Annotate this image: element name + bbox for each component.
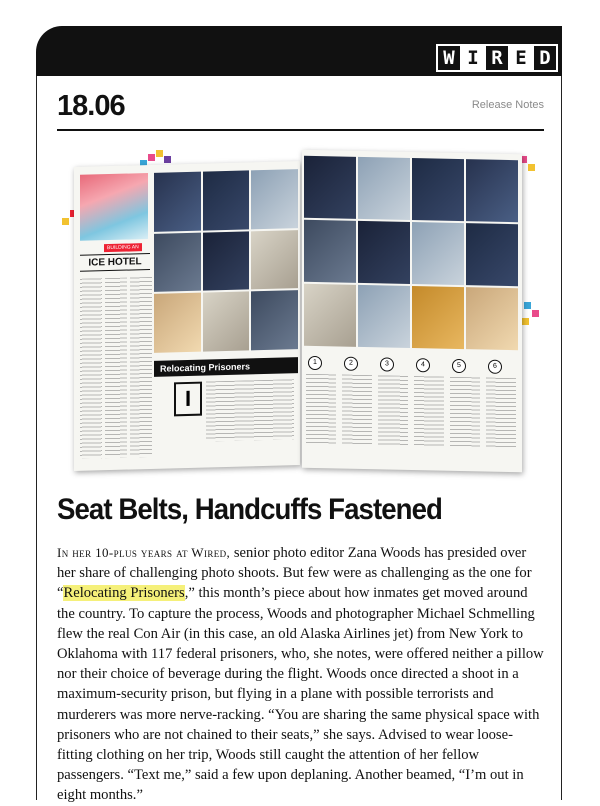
logo-letter: R xyxy=(484,44,510,72)
logo-letter: W xyxy=(436,44,462,72)
logo-letter: I xyxy=(460,44,486,72)
ice-hotel-photo xyxy=(80,173,148,241)
header-rule xyxy=(57,129,544,131)
section-label: Release Notes xyxy=(471,99,544,111)
body-text-part: ,” this month’s piece about how inmates get moved around the country. To capture the process, Woods and photographer Michael Schmelling flew the real Con Air (in this case, an old Alaska Airlines jet) from New York to Oklahoma with 117 federal prisoners, who, she notes, were offered neither a pillow nor their choice of beverage during the flight. Woods once directed a shoot in a maximum-security prison, but flying in a plane with possible terrorists and murderers was more nerve-racking. “You are sharing the same physical space with prisoners who are not chained to their seats,” she says. Advised to wear loose-fitting clothing on her trip, Woods still caught the attention of her fellow passengers. “Text me,” said a few upon deplaning. Another beamed, “I’m out in eight months.” xyxy=(57,585,544,804)
spread-left-page xyxy=(74,161,300,471)
step-number: 5 xyxy=(452,359,466,373)
lead-in: In her 10-plus years at Wired, xyxy=(57,545,231,560)
step-number: 3 xyxy=(380,357,394,371)
step-number: 2 xyxy=(344,357,358,371)
right-frame-line xyxy=(561,76,562,800)
top-bar xyxy=(36,26,562,76)
relocating-prisoners-band: Relocating Prisoners xyxy=(154,357,298,377)
highlighted-link[interactable]: Relocating Prisoners xyxy=(63,585,185,602)
article-headline: Seat Belts, Handcuffs Fastened xyxy=(57,493,442,526)
issue-number: 18.06 xyxy=(57,90,125,122)
logo-letter: E xyxy=(508,44,534,72)
ice-hotel-title: ICE HOTEL xyxy=(80,253,150,272)
body-text-part: senior photo editor Zana Woods has presided over her share of challenging photo shoots. But few were as challenging as the one for “ xyxy=(57,545,532,602)
article-body xyxy=(57,543,545,806)
right-photo-grid xyxy=(304,156,518,350)
step-number: 1 xyxy=(308,356,322,370)
left-photo-grid xyxy=(154,169,298,353)
step-number: 6 xyxy=(488,360,502,374)
wired-logo xyxy=(438,44,558,72)
spread-right-page xyxy=(302,150,522,473)
step-number: 4 xyxy=(416,358,430,372)
left-frame-line xyxy=(36,76,37,800)
magazine-spread-photo xyxy=(52,150,548,475)
logo-letter: D xyxy=(532,44,558,72)
drop-cap: I xyxy=(174,382,202,417)
building-label: BUILDING AN xyxy=(104,243,142,252)
